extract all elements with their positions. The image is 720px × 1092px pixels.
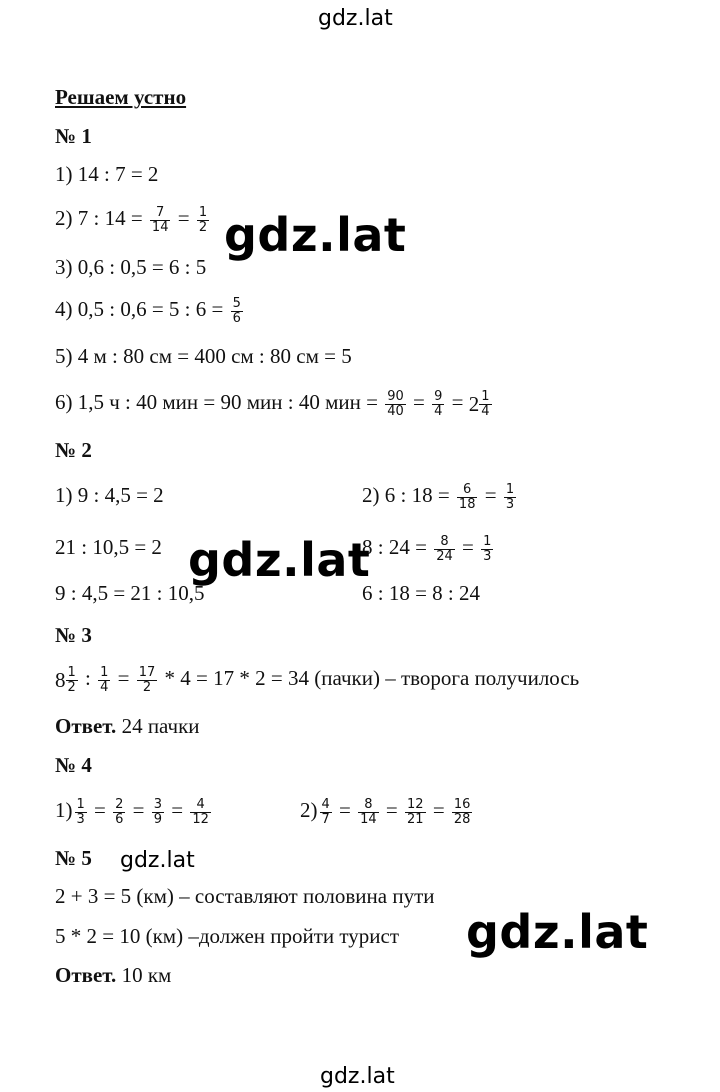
watermark-top: gdz.lat (318, 6, 393, 31)
expr-text: 2) 7 : 14 = (55, 206, 143, 230)
task-5-line-1: 2 + 3 = 5 (км) – составляют половина пути (55, 884, 435, 908)
whole-part: 2 (468, 392, 480, 417)
equals-sign: = (461, 535, 474, 559)
expr-text: 1) (55, 798, 73, 822)
denominator: 28 (453, 811, 471, 827)
numerator: 90 (387, 388, 404, 404)
numerator: 1 (100, 664, 109, 680)
numerator: 8 (440, 533, 449, 549)
task-1-line-3: 3) 0,6 : 0,5 = 6 : 5 (55, 255, 207, 279)
equals-sign: = (484, 483, 497, 507)
task-2-right-1 (362, 482, 518, 512)
task-2-right-3: 6 : 18 = 8 : 24 (362, 581, 481, 605)
numerator: 1 (481, 388, 490, 404)
answer-label: Ответ. (55, 963, 117, 987)
denominator: 2 (67, 679, 76, 695)
numerator: 6 (463, 481, 472, 497)
numerator: 2 (115, 796, 124, 812)
numerator: 7 (156, 204, 165, 220)
task-5-answer (55, 962, 171, 988)
task-2-right-2 (362, 534, 495, 564)
denominator: 24 (436, 548, 453, 564)
denominator: 3 (483, 548, 492, 564)
fraction (150, 206, 171, 235)
task-4-part-1 (55, 797, 213, 827)
numerator: 4 (196, 796, 205, 812)
denominator: 3 (505, 496, 515, 512)
equals-sign: = (177, 206, 190, 230)
denominator: 2 (198, 219, 208, 235)
numerator: 12 (407, 796, 424, 812)
fraction (66, 666, 78, 695)
denominator: 7 (321, 811, 330, 827)
answer-label: Ответ. (55, 714, 117, 738)
task-5-heading: № 5 (55, 846, 92, 870)
denominator: 6 (232, 310, 241, 326)
watermark-bottom: gdz.lat (320, 1064, 395, 1089)
task-1-line-2 (55, 205, 211, 235)
fraction (481, 535, 493, 564)
fraction (358, 798, 379, 827)
fraction (320, 798, 332, 827)
fraction (152, 798, 164, 827)
numerator: 3 (153, 796, 163, 812)
task-1-heading: № 1 (55, 124, 92, 148)
fraction (190, 798, 211, 827)
numerator: 1 (198, 204, 208, 220)
denominator: 18 (458, 496, 476, 512)
fraction (432, 390, 444, 419)
numerator: 16 (453, 796, 471, 812)
equals-sign: = (385, 798, 398, 822)
watermark-big-1: gdz.lat (224, 208, 407, 262)
task-1-line-5: 5) 4 м : 80 см = 400 см : 80 см = 5 (55, 344, 352, 368)
fraction (385, 390, 406, 419)
fraction (405, 798, 426, 827)
task-2-left-3: 9 : 4,5 = 21 : 10,5 (55, 581, 205, 605)
expr-text: 2) 6 : 18 = (362, 483, 450, 507)
denominator: 2 (137, 680, 158, 695)
denominator: 4 (481, 403, 490, 419)
equals-sign: = (132, 798, 145, 822)
fraction (137, 666, 158, 695)
fraction (113, 798, 125, 827)
denominator: 9 (153, 811, 163, 827)
numerator: 17 (138, 664, 156, 680)
task-2-heading: № 2 (55, 438, 92, 462)
denominator: 14 (151, 219, 169, 235)
equals-sign: = (94, 798, 106, 822)
colon-sign: : (85, 666, 91, 690)
task-1-line-1: 1) 14 : 7 = 2 (55, 162, 159, 186)
denominator: 6 (115, 811, 124, 827)
fraction (231, 297, 243, 326)
whole-part: 8 (55, 668, 66, 693)
equals-sign: = (451, 390, 464, 414)
task-5-line-2: 5 * 2 = 10 (км) –должен пройти турист (55, 924, 400, 948)
fraction (457, 483, 478, 512)
expr-text: * 4 = 17 * 2 = 34 (пачки) – творога получилось (164, 666, 580, 690)
numerator: 1 (505, 481, 515, 497)
numerator: 1 (483, 533, 492, 549)
equals-sign: = (413, 390, 425, 414)
equals-sign: = (171, 798, 184, 822)
task-3-line-1 (55, 665, 579, 695)
page-title: Решаем устно (55, 85, 187, 109)
denominator: 14 (360, 811, 377, 827)
expr-text: 2) (300, 798, 318, 822)
fraction (75, 798, 87, 827)
answer-text: 10 км (121, 963, 172, 987)
fraction (504, 483, 516, 512)
equals-sign: = (432, 798, 445, 822)
watermark-big-2: gdz.lat (188, 533, 371, 587)
watermark-big-3: gdz.lat (466, 905, 649, 959)
task-1-line-6 (55, 389, 494, 419)
fraction (197, 206, 209, 235)
task-2-left-2: 21 : 10,5 = 2 (55, 535, 162, 559)
equals-sign: = (117, 666, 130, 690)
numerator: 9 (434, 388, 443, 404)
numerator: 4 (321, 796, 330, 812)
denominator: 3 (76, 811, 85, 827)
fraction (452, 798, 473, 827)
expr-text: 4) 0,5 : 0,6 = 5 : 6 = (55, 297, 224, 321)
numerator: 8 (364, 796, 373, 812)
watermark-small: gdz.lat (120, 848, 195, 873)
task-3-answer (55, 713, 200, 739)
numerator: 1 (76, 796, 85, 812)
numerator: 1 (67, 664, 76, 680)
task-4-part-2 (300, 797, 474, 827)
numerator: 5 (232, 295, 241, 311)
answer-text: 24 пачки (121, 714, 200, 738)
task-3-heading: № 3 (55, 623, 92, 647)
denominator: 12 (192, 811, 209, 827)
denominator: 40 (387, 403, 404, 419)
expr-text: 8 : 24 = (362, 535, 427, 559)
fraction (434, 535, 455, 564)
denominator: 21 (407, 811, 424, 827)
equals-sign: = (339, 798, 351, 822)
expr-text: 6) 1,5 ч : 40 мин = 90 мин : 40 мин = (55, 390, 378, 414)
fraction (98, 666, 110, 695)
task-2-left-1: 1) 9 : 4,5 = 2 (55, 483, 164, 507)
denominator: 4 (100, 679, 109, 695)
denominator: 4 (434, 403, 443, 419)
task-4-heading: № 4 (55, 753, 92, 777)
task-1-line-4 (55, 296, 245, 326)
fraction (479, 390, 491, 419)
